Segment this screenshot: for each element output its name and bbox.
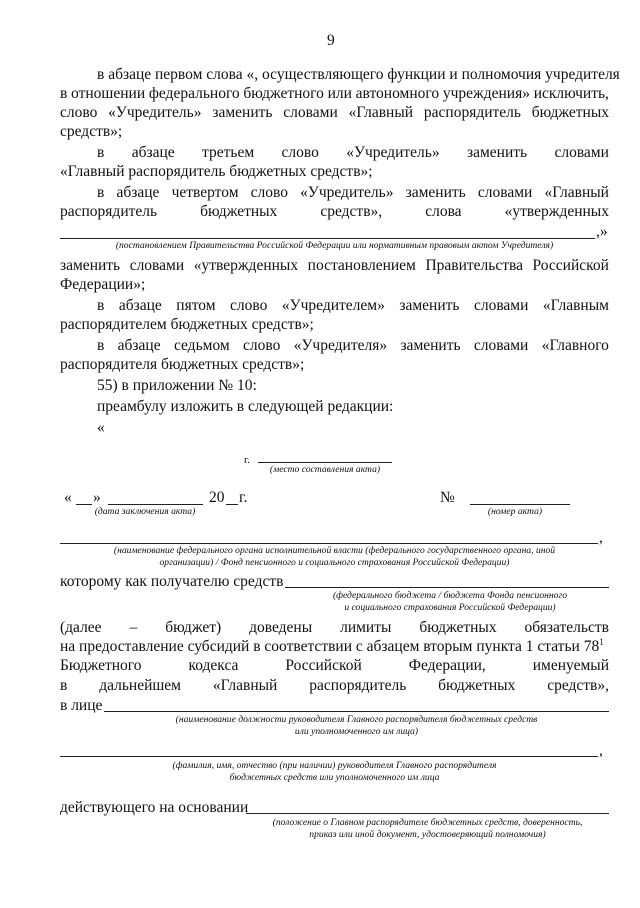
word: доведены [249, 619, 313, 636]
article-superscript: 1 [599, 636, 604, 647]
date-open-quote: « [64, 489, 72, 506]
word: словами [473, 297, 529, 314]
p4-line-1 [97, 297, 609, 315]
word: «Главный [348, 104, 414, 121]
word: Федерации, [408, 657, 486, 674]
word: пятом [176, 297, 216, 314]
word: федерального [148, 85, 240, 102]
limits-line-3 [60, 657, 609, 675]
word: заменить [405, 184, 466, 201]
date-year-prefix: 20 [209, 489, 225, 506]
p3-line-2 [60, 203, 609, 221]
p3-blank-line [60, 238, 595, 239]
place-line [258, 462, 392, 463]
org-caption-1: (наименование федерального органа исполнительной власти (федерального государственного органа, иной [113, 545, 556, 556]
word: распорядитель [309, 677, 407, 694]
word: распорядитель [60, 203, 158, 220]
recipient-caption-2: и социального страхования Российской Федерации) [344, 602, 556, 613]
word: слово [230, 297, 268, 314]
date-day-line [76, 504, 92, 505]
number-line [470, 504, 570, 505]
word: третьем [202, 144, 255, 161]
word: «Учредителем» [281, 297, 385, 314]
word: или [327, 85, 352, 102]
word: постановлением [307, 257, 416, 274]
word: кодекса [188, 657, 239, 674]
p3-line-5: Федерации»; [60, 276, 146, 293]
word: – [129, 619, 138, 636]
word: отношении [71, 85, 146, 102]
org-line-end: , [599, 529, 603, 546]
limits-line-4 [60, 677, 609, 695]
word: словами [283, 104, 338, 121]
word: заменить [400, 337, 461, 354]
word: четвертом [171, 184, 239, 201]
place-caption: (место составления акта) [269, 464, 381, 475]
word: заменить [399, 297, 460, 314]
p5-line-2: распорядителя бюджетных средств»; [60, 356, 305, 373]
word: распорядитель [423, 104, 521, 121]
limits-line-2 [60, 638, 604, 656]
p3-line-4 [60, 257, 609, 275]
date-year-suffix: г. [239, 489, 248, 506]
word: заменить [60, 257, 121, 274]
word: бюджетных [419, 619, 497, 636]
word: заменить [466, 144, 528, 161]
recipient-line [285, 587, 609, 588]
word: бюджетных [438, 677, 516, 694]
word: бюджетных [531, 104, 609, 121]
word: слово [60, 104, 98, 121]
basis-line [246, 813, 609, 814]
word: бюджетного [243, 85, 324, 102]
word: «Главного [541, 337, 609, 354]
word: словами [473, 337, 529, 354]
word: (далее [60, 619, 102, 636]
word: абзаце [116, 184, 160, 201]
p3-line-1 [97, 184, 609, 202]
date-caption: (дата заключения акта) [94, 506, 196, 517]
word: Российской [532, 257, 609, 274]
date-close-quote: » [93, 489, 101, 506]
number-caption: (номер акта) [487, 506, 543, 517]
word: в [60, 85, 68, 102]
word: слова [425, 203, 462, 220]
word: заменить [212, 104, 273, 121]
word: абзаце [131, 144, 175, 161]
word: обязательств [524, 619, 609, 636]
word: бюджетных [200, 203, 278, 220]
date-year-line [226, 504, 238, 505]
word: седьмом [173, 337, 230, 354]
p2-line-2: «Главный распорядитель бюджетных средств»; [60, 163, 373, 180]
word: «Главный [212, 677, 278, 694]
word: слово [250, 184, 288, 201]
word: Правительства [425, 257, 523, 274]
word: бюджет) [165, 619, 222, 636]
limits-line-2-text: на предоставление субсидий в соответствии с абзацем вторым пункта 1 статьи 78 [60, 638, 600, 655]
word: в [97, 144, 105, 161]
name-line-end: , [599, 742, 603, 759]
word: «Учредителя» [293, 337, 388, 354]
word: в [97, 337, 105, 354]
recipient-text: которому как получателю средств [60, 573, 284, 590]
org-caption-2: организации) / Фонд пенсионного и социального страхования Российской Федерации) [159, 557, 510, 568]
position-caption-1: (наименование должности руководителя Главного распорядителя бюджетных средств [175, 714, 538, 725]
number-sign: № [440, 489, 455, 506]
page-number: 9 [327, 32, 335, 49]
word: средств», [320, 203, 383, 220]
org-line [60, 543, 598, 544]
word: учреждения» [442, 85, 530, 102]
basis-text: действующего на основании [60, 799, 249, 816]
word: словами [129, 257, 185, 274]
p2-line-1 [97, 144, 609, 162]
word: Бюджетного [60, 657, 142, 674]
in-person-text: в лице [60, 697, 103, 714]
word: «Учредитель» [108, 104, 202, 121]
word: «Главный [544, 184, 609, 201]
recipient-caption-1: (федерального бюджета / бюджета Фонда пенсионного [332, 590, 568, 601]
word: в [97, 297, 105, 314]
word: «утвержденных [504, 203, 609, 220]
word: исключить, [533, 85, 609, 102]
p1-line-3 [60, 104, 609, 122]
p3-caption: (постановлением Правительства Российской Федерации или нормативным правовым актом Учредителя) [115, 240, 554, 251]
limits-line-1 [60, 619, 609, 637]
word: в [97, 184, 105, 201]
item-55: 55) в приложении № 10: [97, 377, 257, 394]
name-caption-2: бюджетных средств или уполномоченного им лица [229, 772, 440, 783]
word: именуемый [532, 657, 609, 674]
word: «Учредитель» [346, 144, 440, 161]
basis-caption-2: приказ или иной документ, удостоверяющий полномочия) [309, 829, 546, 840]
word: «Учредитель» [300, 184, 394, 201]
word: лимиты [340, 619, 392, 636]
preamble-instruction: преамбулу изложить в следующей редакции: [97, 398, 394, 415]
word: «Главным [542, 297, 609, 314]
p1-line-4: средств»; [60, 123, 123, 140]
p4-line-2: распорядителем бюджетных средств»; [60, 316, 314, 333]
name-line [60, 756, 598, 757]
word: словами [554, 144, 609, 161]
word: слово [281, 144, 319, 161]
word: абзаце [117, 337, 161, 354]
word: абзаце [118, 297, 162, 314]
name-caption-1: (фамилия, имя, отчество (при наличии) руководителя Главного распорядителя [172, 760, 497, 771]
open-quote: « [97, 419, 105, 436]
date-month-line [108, 504, 203, 505]
position-caption-2: или уполномоченного им лица) [294, 726, 419, 737]
word: словами [477, 184, 533, 201]
word: в [60, 677, 68, 694]
p3-line-3-end: ,» [596, 223, 608, 240]
word: средств», [547, 677, 609, 694]
basis-caption-1: (положение о Главном распорядителе бюджетных средств, доверенность, [272, 817, 583, 828]
p5-line-1 [97, 337, 609, 355]
word: Российской [285, 657, 362, 674]
word: автономного [355, 85, 440, 102]
position-line [104, 711, 609, 712]
word: слово [243, 337, 281, 354]
word: «утвержденных [193, 257, 299, 274]
place-prefix: г. [244, 454, 251, 466]
p1-line-2 [60, 85, 609, 103]
word: дальнейшем [99, 677, 181, 694]
p1-line-1: в абзаце первом слова «, осуществляющего функции и полномочия учредителя [97, 66, 620, 83]
